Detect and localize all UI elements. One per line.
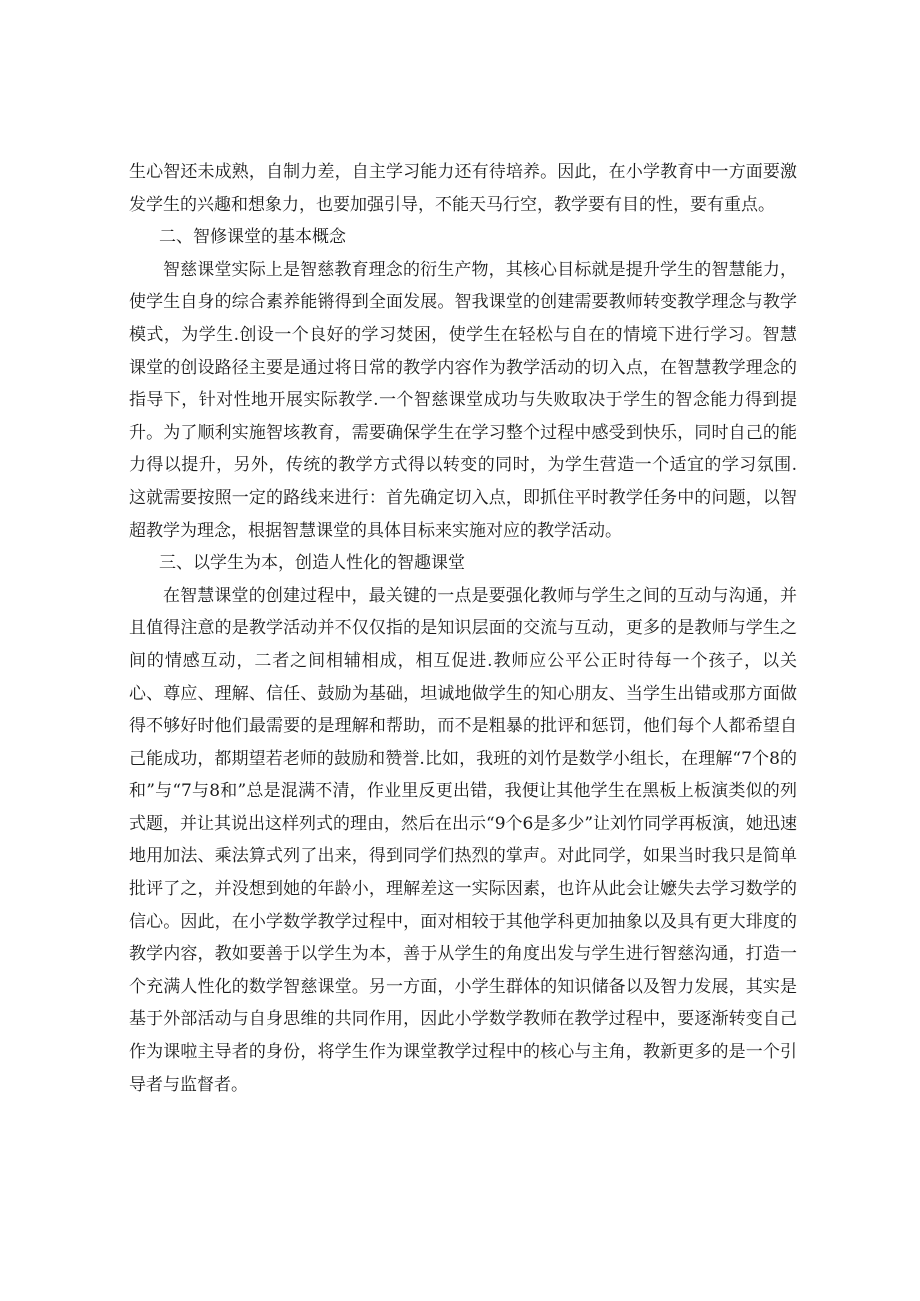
section-heading-2: 二、智修课堂的基本概念 — [159, 227, 346, 248]
paragraph-continuation: 生心智还未成熟，自制力差，自主学习能力还有待培养。因此，在小学教育中一方面要激发学生的兴趣和想象力，也要加强引导，不能天马行空，教学要有目的性，要有重点。 — [129, 162, 797, 215]
section-heading-3: 三、以学生为本，创造人性化的智趣课堂 — [159, 553, 465, 574]
paragraph-student-centered: 在智慧课堂的创建过程中，最关键的一点是要强化教师与学生之间的互动与沟通，并且值得注意的是教学活动并不仅仅指的是知识层面的交流与互动，更多的是教师与学生之间的情感互动，二者之间相辅相成，相互促进.教师应公平公正时待每一个孩子，以关心、尊应、理解、信任、鼓励为基础，坦诚地做学生的知心朋友、当学生出错或那方面做得不够好时他们最需要的是理解和帮助，而不是粗暴的批评和惩罚，他们每个人都希望自己能成功，都期望若老师的鼓励和赞誉.比如，我班的刘竹是数学小组长，在理解“7个8的和”与“7与8和”总是混满不清，作业里反更出错，我便让其他学生在黑板上板演类似的列式题，并让其说出这样列式的理由，然后在出示“9个6是多少”让刘竹同学再板演，她迅速地用加法、乘法算式列了出来，得到同学们热烈的掌声。对此同学，如果当时我只是简单批评了之，并没想到她的年龄小，理解差这一实际因素，也许从此会让嬷失去学习数学的信心。因此，在小学数学教学过程中，面对相较于其他学科更加抽象以及具有更大琲度的教学内容，教如要善于以学生为本，善于从学生的角度出发与学生进行智慈沟通，打造一个充满人性化的数学智慈课堂。另一方面，小学生群体的知识储备以及智力发展，其实是基于外部活动与自身思维的共同作用，因此小学数学教师在教学过程中，要逐渐转变自己作为课啦主导者的身份，将学生作为课堂教学过程中的核心与主角，教新更多的是一个引导者与监督者。 — [129, 585, 798, 1095]
document-body — [129, 156, 797, 1101]
paragraph-smart-classroom-concept: 智慈课堂实际上是智慈教育理念的衍生产物，其核心目标就是提升学生的智慧能力，使学生自身的综合素养能锵得到全面发展。智我课堂的创建需要教师转变教学理念与教学模式，为学生.创设一个良好的学习焚困，使学生在轻松与自在的情境下进行学习。智慧课堂的创设路径主要是通过将日常的教学内容作为教学活动的切入点，在智慧教学理念的指导下，针对性地开展实际教学.一个智慈课堂成功与失败取决于学生的智念能力得到提升。为了顺利实施智垓教育，需要确保学生在学习整个过程中感受到快乐，同时自己的能力得以提升，另外，传统的教学方式得以转变的同时，为学生营造一个适宜的学习氛围.这就需要按照一定的路线来进行：首先确定切入点，即抓住平时教学任务中的问题，以智超教学为理念，根据智慧课堂的具体目标来实施对应的教学活动。 — [129, 259, 797, 541]
